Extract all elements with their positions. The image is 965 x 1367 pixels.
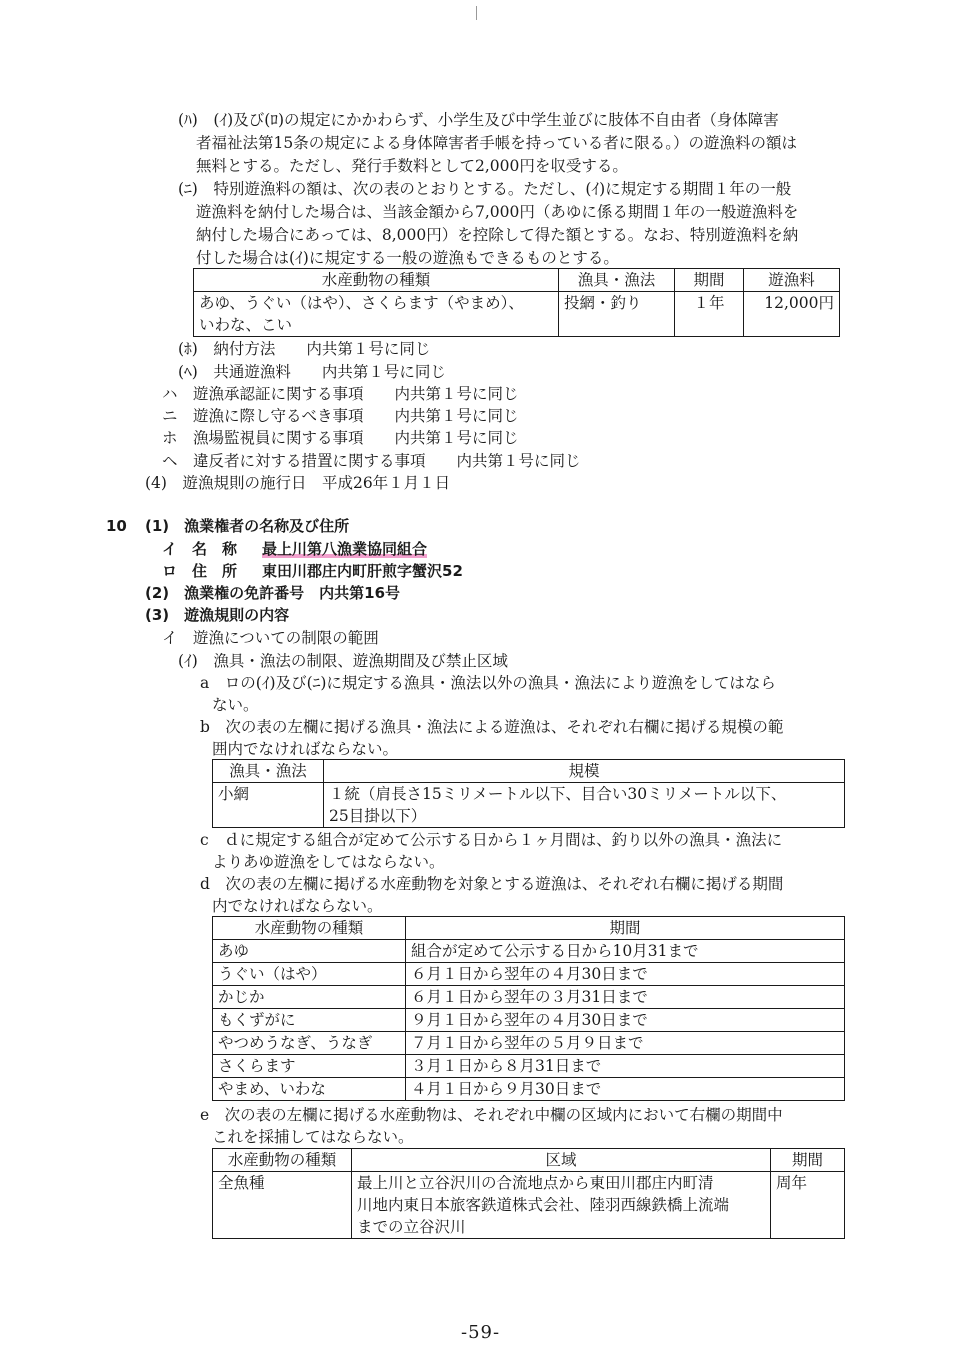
table-row xyxy=(213,1055,845,1078)
table-cell-species: あゆ xyxy=(213,940,406,963)
table-cell-fee: 12,000円 xyxy=(744,292,840,337)
table-header-row xyxy=(194,269,840,292)
table-cell-species: かじか xyxy=(213,986,406,1009)
restriction-heading: イ 遊漁についての制限の範囲 xyxy=(162,629,379,647)
table-header: 区域 xyxy=(352,1149,771,1172)
table-cell-gear: 投網・釣り xyxy=(559,292,675,337)
item-ni: ニ 遊漁に際し守るべき事項 内共第１号に同じ xyxy=(162,407,519,425)
period-table xyxy=(212,916,845,1101)
table-row xyxy=(213,1078,845,1101)
name-label: イ 名 称 xyxy=(162,540,238,558)
item-d-line-2: 内でなければならない。 xyxy=(212,897,383,915)
table-row xyxy=(213,1032,845,1055)
item-b-line-2: 囲内でなければならない。 xyxy=(212,740,399,758)
table-row xyxy=(213,986,845,1009)
para-ha-line-2: 者福祉法第15条の規定による身体障害者手帳を持っている者に限る。）の遊漁料の額は xyxy=(196,134,797,152)
table-cell-period: １年 xyxy=(675,292,744,337)
table-cell-period: 組合が定めて公示する日から10月31まで xyxy=(406,940,845,963)
scale-line: １統（肩長さ15ミリメートル以下、目合い30ミリメートル以下、 xyxy=(329,785,787,803)
table-cell-gear: 小網 xyxy=(213,783,324,828)
section-heading-1: (1) 漁業権者の名称及び住所 xyxy=(145,517,350,535)
area-line: 川地内東日本旅客鉄道株式会社、陸羽西線鉄橋上流端 xyxy=(357,1196,730,1214)
table-header: 漁具・漁法 xyxy=(213,760,324,783)
table-cell-area xyxy=(352,1172,771,1239)
table-row xyxy=(213,1172,845,1239)
page-number: -59- xyxy=(461,1322,501,1343)
item-a-line-1: a ロの(ｲ)及び(ﾆ)に規定する漁具・漁法以外の漁具・漁法により遊漁をしてはなら xyxy=(200,674,776,692)
table-cell-species: やまめ、いわな xyxy=(213,1078,406,1101)
item-e-line-1: e 次の表の左欄に掲げる水産動物は、それぞれ中欄の区域内において右欄の期間中 xyxy=(200,1106,783,1124)
table-cell-period: ３月１日から８月31日まで xyxy=(406,1055,845,1078)
item-ho: ホ 漁場監視員に関する事項 内共第１号に同じ xyxy=(162,429,519,447)
para-ni-line-4: 付した場合は(ｲ)に規定する一般の遊漁もできるものとする。 xyxy=(196,249,619,267)
section-heading-3: (3) 遊漁規則の内容 xyxy=(145,606,290,624)
item-c-line-2: よりあゆ遊漁をしてはならない。 xyxy=(212,853,445,871)
table-cell-species xyxy=(194,292,559,337)
name-value: 最上川第八漁業協同組合 xyxy=(262,540,428,558)
table-header: 期間 xyxy=(771,1149,845,1172)
table-header: 水産動物の種類 xyxy=(194,269,559,292)
table-cell-species: さくらます xyxy=(213,1055,406,1078)
table-header: 水産動物の種類 xyxy=(213,917,406,940)
para-ha-line-1: (ﾊ) (ｲ)及び(ﾛ)の規定にかかわらず、小学生及び中学生並びに肢体不自由者（身体障害 xyxy=(178,111,779,129)
area-line: までの立谷沢川 xyxy=(357,1218,466,1236)
sub-item-ho: (ﾎ) 納付方法 内共第１号に同じ xyxy=(178,340,431,358)
para-ni-line-2: 遊漁料を納付した場合は、当該金額から7,000円（あゆに係る期間１年の一般遊漁料を xyxy=(196,203,799,221)
para-ni-line-3: 納付した場合にあっては、8,000円）を控除して得た額とする。なお、特別遊漁料を納 xyxy=(196,226,799,244)
table-cell-species: うぐい（はや） xyxy=(213,963,406,986)
item-he: ヘ 違反者に対する措置に関する事項 内共第１号に同じ xyxy=(162,452,581,470)
table-row xyxy=(213,963,845,986)
fee-table xyxy=(193,268,840,337)
table-cell-period: 周年 xyxy=(771,1172,845,1239)
item-e-line-2: これを採捕してはならない。 xyxy=(212,1128,414,1146)
table-header: 規模 xyxy=(324,760,845,783)
para-ha-line-3: 無料とする。ただし、発行手数料として2,000円を収受する。 xyxy=(196,157,628,175)
table-header-row xyxy=(213,1149,845,1172)
table-cell-period: ６月１日から翌年の３月31日まで xyxy=(406,986,845,1009)
area-table xyxy=(212,1148,845,1239)
table-cell-species: 全魚種 xyxy=(213,1172,352,1239)
table-header: 期間 xyxy=(406,917,845,940)
restriction-subheading: (ｲ) 漁具・漁法の制限、遊漁期間及び禁止区域 xyxy=(178,652,508,670)
name-value-wrap xyxy=(262,538,427,560)
table-cell-period: ７月１日から翌年の５月９日まで xyxy=(406,1032,845,1055)
area-line: 最上川と立谷沢川の合流地点から東田川郡庄内町清 xyxy=(357,1174,714,1192)
table-header: 水産動物の種類 xyxy=(213,1149,352,1172)
table-cell-period: ６月１日から翌年の４月30日まで xyxy=(406,963,845,986)
table-header: 期間 xyxy=(675,269,744,292)
table-cell-period: ４月１日から９月30日まで xyxy=(406,1078,845,1101)
item-a-line-2: ない。 xyxy=(212,696,259,714)
scale-line: 25目掛以下） xyxy=(329,807,427,825)
table-cell-species: もくずがに xyxy=(213,1009,406,1032)
table-cell-period: ９月１日から翌年の４月30日まで xyxy=(406,1009,845,1032)
section-heading-2: (2) 漁業権の免許番号 内共第16号 xyxy=(145,584,401,602)
item-b-line-1: b 次の表の左欄に掲げる漁具・漁法による遊漁は、それぞれ右欄に掲げる規模の範 xyxy=(200,718,784,736)
scale-table xyxy=(212,759,845,828)
address-label: ロ 住 所 xyxy=(162,562,238,580)
table-header: 遊漁料 xyxy=(744,269,840,292)
table-row xyxy=(213,940,845,963)
item-c-line-1: c ｄに規定する組合が定めて公示する日から１ヶ月間は、釣り以外の漁具・漁法に xyxy=(200,831,783,849)
table-cell-scale xyxy=(324,783,845,828)
table-row xyxy=(213,783,845,828)
item-d-line-1: d 次の表の左欄に掲げる水産動物を対象とする遊漁は、それぞれ右欄に掲げる期間 xyxy=(200,875,784,893)
table-header: 漁具・漁法 xyxy=(559,269,675,292)
species-line: あゆ、うぐい（はや）、さくらます（やまめ）、 xyxy=(199,294,524,312)
table-row xyxy=(213,1009,845,1032)
address-value: 東田川郡庄内町肝煎字蟹沢52 xyxy=(262,562,463,580)
table-row xyxy=(194,292,840,337)
table-header-row xyxy=(213,760,845,783)
scan-mark xyxy=(476,6,477,20)
section-number: 10 xyxy=(106,517,127,535)
sub-item-he: (ﾍ) 共通遊漁料 内共第１号に同じ xyxy=(178,363,446,381)
table-cell-species: やつめうなぎ、うなぎ xyxy=(213,1032,406,1055)
para-ni-line-1: (ﾆ) 特別遊漁料の額は、次の表のとおりとする。ただし、(ｲ)に規定する期間１年の一般 xyxy=(178,180,792,198)
table-header-row xyxy=(213,917,845,940)
species-line: いわな、こい xyxy=(199,316,293,334)
item-ha: ハ 遊漁承認証に関する事項 内共第１号に同じ xyxy=(162,385,519,403)
enforce-date: (4) 遊漁規則の施行日 平成26年１月１日 xyxy=(145,474,451,492)
